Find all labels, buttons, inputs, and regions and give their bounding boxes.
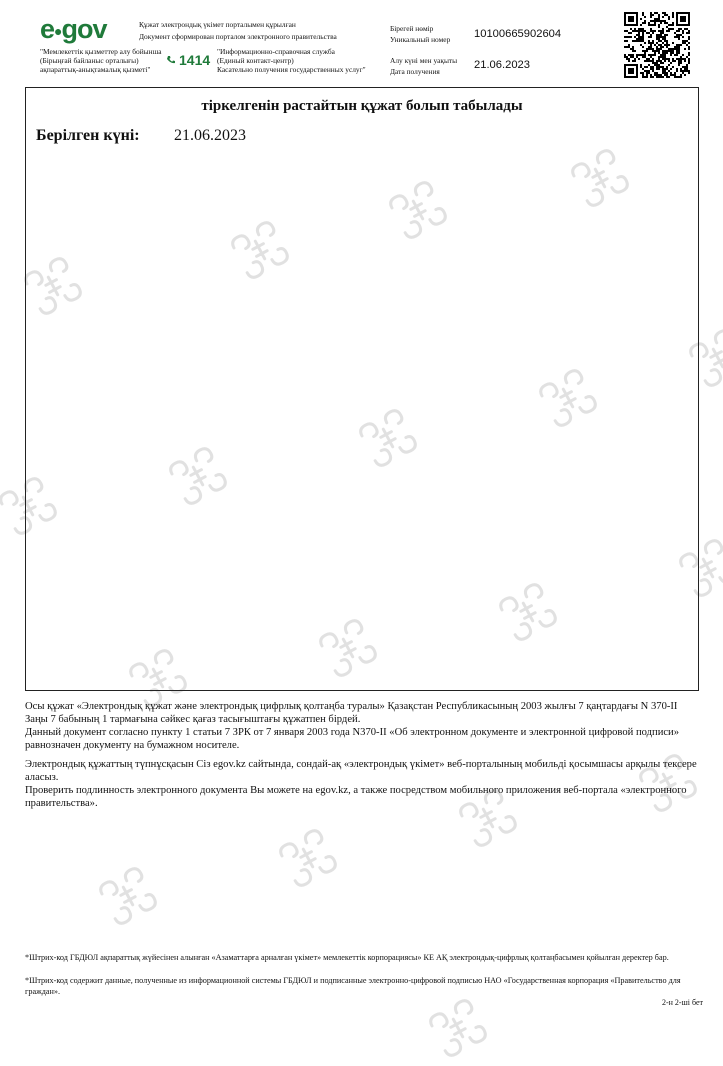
verify-notice-kz: Электрондық құжаттың түпнұсқасын Сіз egov.kz сайтында, сондай-ақ «электрондық үкімет» веб-порталының мобильді қосымшасы арқылы тексере аласыз.	[25, 759, 697, 784]
watermark-ornament	[270, 820, 346, 896]
service-line-1: "Мемлекеттік қызметтер алу бойынша	[40, 47, 162, 56]
qr-code	[624, 12, 690, 78]
verify-notice-ru: Проверить подлинность электронного документа Вы можете на egov.kz, а также посредством мобильного приложения веб-портала «электронного правительства».	[25, 785, 687, 810]
contact-phone	[166, 52, 210, 68]
watermark-ornament	[420, 990, 496, 1066]
logo-gov: gov	[61, 14, 107, 44]
receipt-date: 21.06.2023	[474, 59, 530, 71]
barcode-note-kz: *Штрих-код ГБДЮЛ ақпараттық жүйесінен алынған «Азаматтарға арналған үкімет» мемлекеттік корпорациясы» КЕ АҚ электрондық-цифрлық қолтаңбасымен қойылған деректер бар.	[25, 953, 669, 962]
date-label-ru: Дата получения	[390, 67, 440, 76]
legal-notice-ru: Данный документ согласно пункту 1 статьи 7 ЗРК от 7 января 2003 года N370-II «Об электронном документе и электронной цифровой подписи» равнозначен документу на бумажном носителе.	[25, 727, 680, 752]
egov-logo	[40, 14, 124, 44]
logo-e: e	[40, 14, 55, 44]
page-number: 2-н 2-ші бет	[661, 998, 703, 1007]
info-line-1: "Информационно-справочная служба	[217, 47, 335, 56]
document-frame	[25, 87, 699, 691]
unique-number: 10100665902604	[474, 28, 562, 40]
unique-label-ru: Уникальный номер	[390, 35, 451, 44]
date-label-kz: Алу күні мен уақыты	[390, 56, 458, 65]
service-line-3: ақпараттық-анықтамалық қызметі"	[40, 65, 151, 74]
phone-icon	[166, 55, 176, 65]
issue-date-label: Берілген күні:	[36, 127, 140, 144]
service-line-2: (Бірыңғай байланыс орталығы)	[40, 56, 139, 65]
watermark-ornament	[90, 858, 166, 934]
unique-label-kz: Бірегей нөмір	[390, 24, 434, 33]
portal-note-ru: Документ сформирован порталом электронного правительства	[139, 32, 337, 41]
barcode-note-ru: *Штрих-код содержит данные, полученные из информационной системы ГБДЮЛ и подписанные электронно-цифровой подписью НАО «Государственная корпорация «Правительство для граждан».	[25, 976, 681, 996]
legal-notice-kz: Осы құжат «Электрондық құжат және электрондық цифрлық қолтаңба туралы» Қазақстан Республикасының 2003 жылғы 7 қаңтардағы N 370-II Заңы 7 бабының 1 тармағына сәйкес қағаз тасығыштағы құжатпен бірдей.	[25, 701, 678, 726]
info-line-3: Касательно получения государственных услуг"	[217, 65, 366, 74]
phone-number: 1414	[179, 52, 211, 68]
issue-date-value: 21.06.2023	[174, 127, 246, 144]
portal-note-kz: Құжат электрондық үкімет порталымен құрылған	[139, 20, 296, 29]
document-title: тіркелгенін растайтын құжат болып табылады	[201, 98, 523, 114]
info-line-2: (Единый контакт-центр)	[217, 56, 294, 65]
logo-dot: ●	[54, 23, 62, 39]
